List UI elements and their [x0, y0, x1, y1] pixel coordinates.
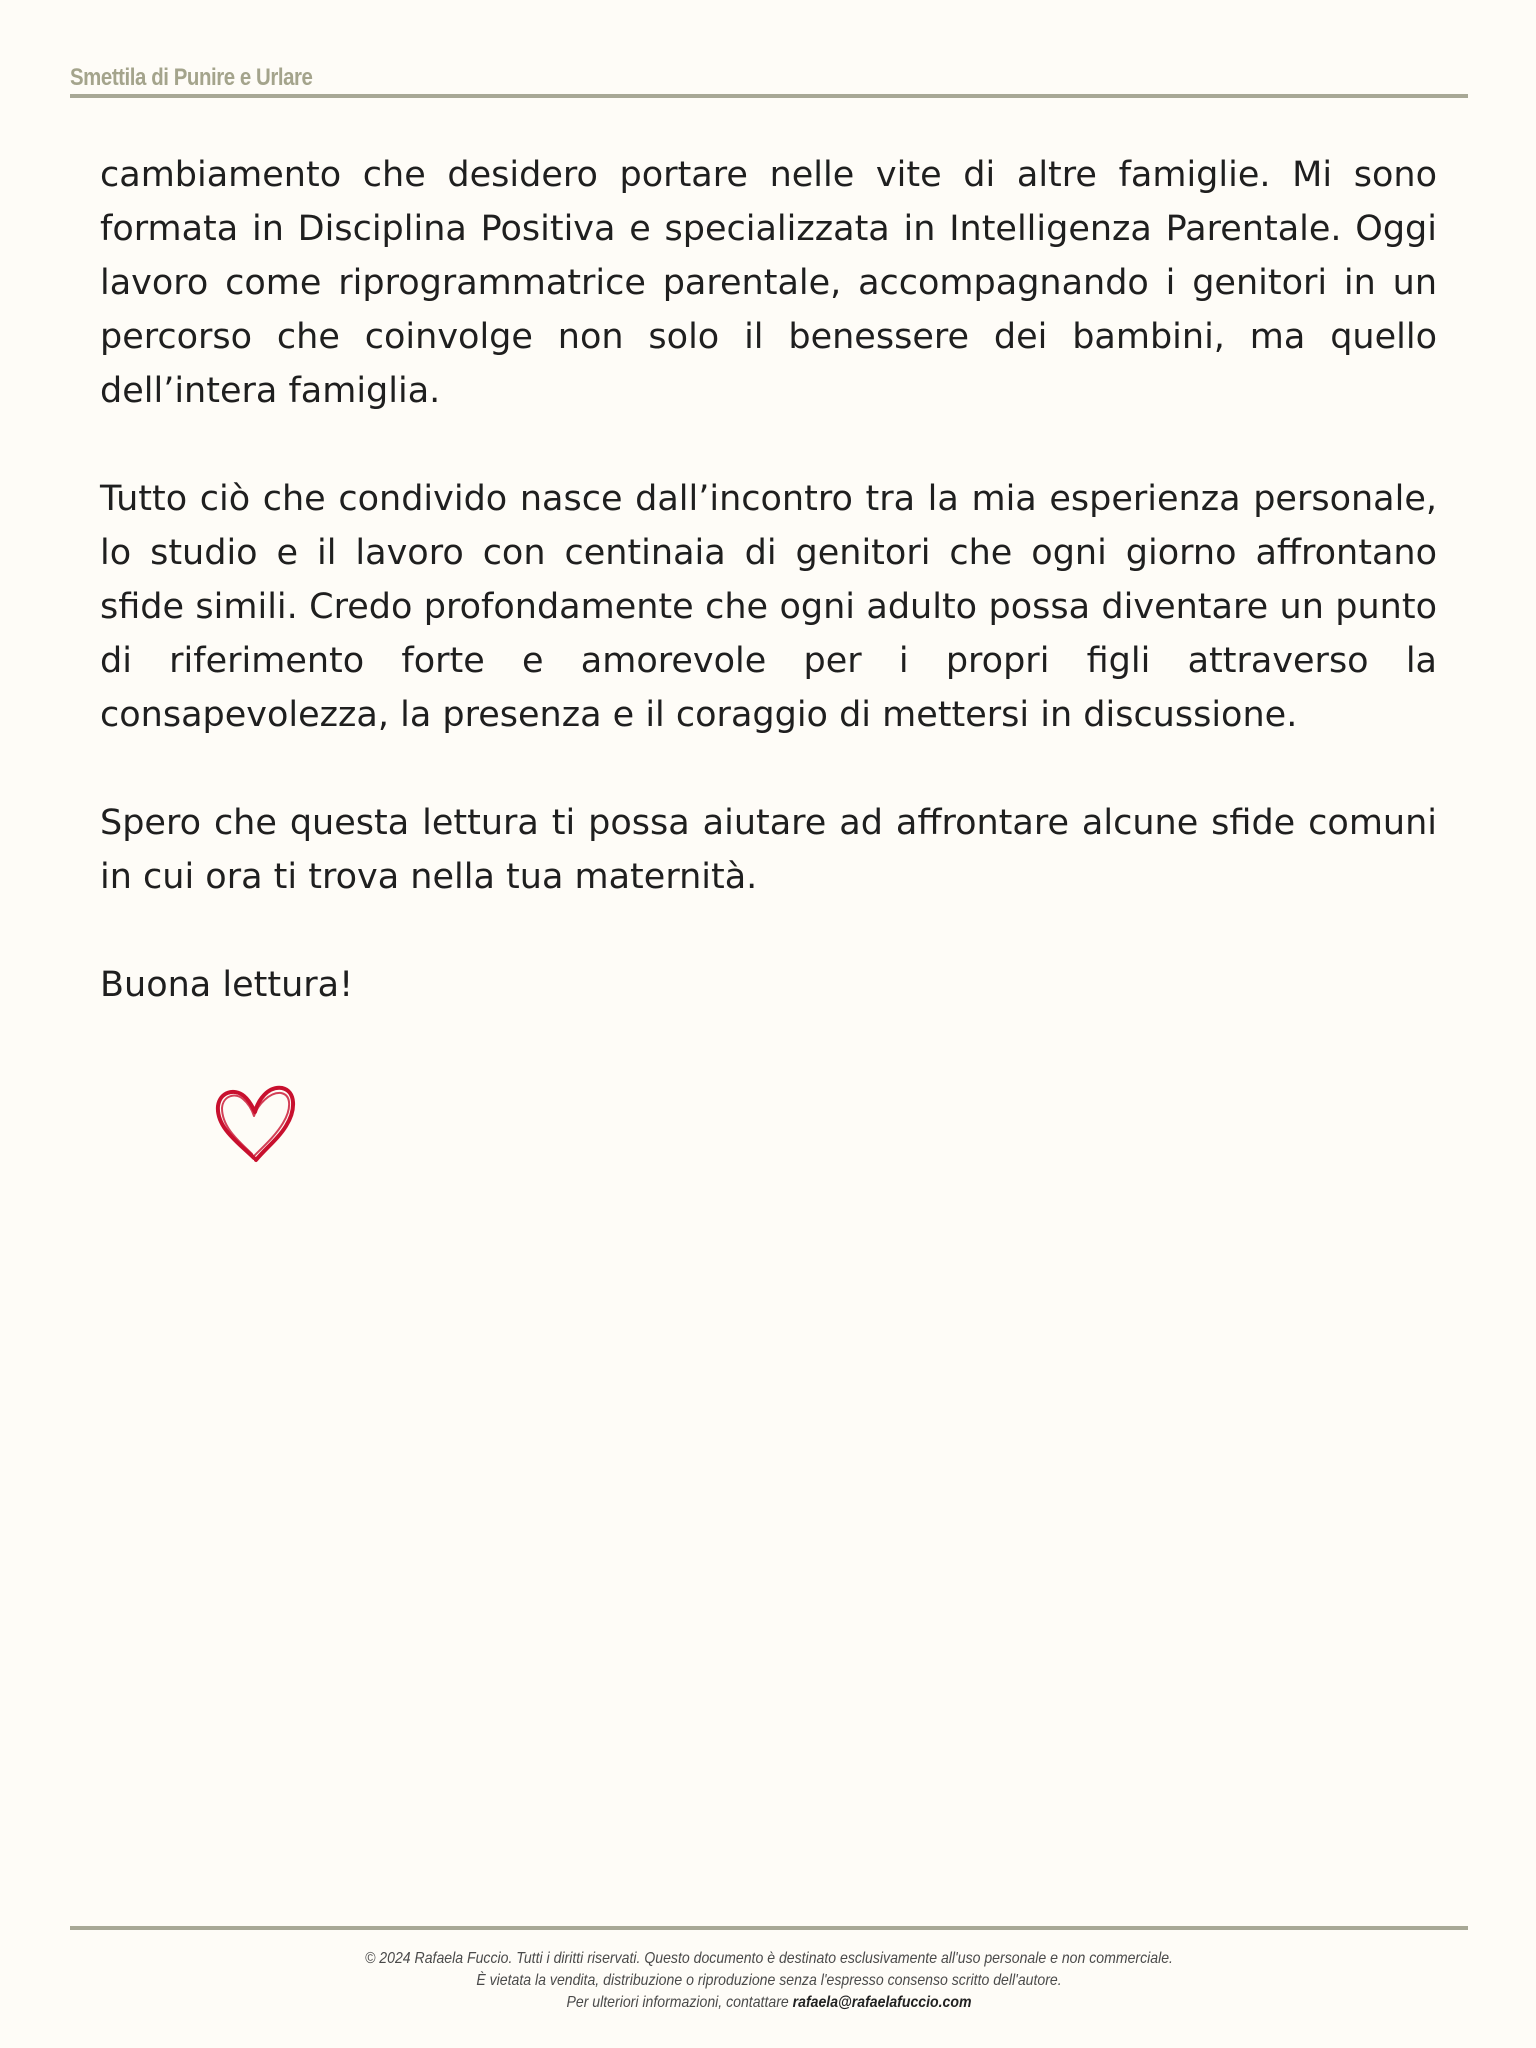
- footer-divider: [70, 1926, 1468, 1930]
- restriction-notice: È vietata la vendita, distribuzione o riproduzione senza l'espresso consenso scritto dell'autore.: [476, 1972, 1062, 1989]
- page-footer: [70, 1948, 1468, 2014]
- copyright-notice: © 2024 Rafaela Fuccio. Tutti i diritti riservati. Questo documento è destinato esclusivamente all'uso personale e non commerciale.: [365, 1950, 1173, 1967]
- document-title: Smettila di Punire e Urlare: [70, 64, 313, 91]
- paragraph: cambiamento che desidero portare nelle vite di altre famiglie. Mi sono formata in Disciplina Positiva e specializzata in Intelligenza Parentale. Oggi lavoro come riprogrammatrice parentale, accompagnando i genitori in un percorso che coinvolge non solo il benessere dei bambini, ma quello dell’intera famiglia.: [100, 155, 1437, 411]
- closing-line: Buona lettura!: [100, 965, 354, 1005]
- header-divider: [70, 94, 1468, 98]
- paragraph: Spero che questa lettura ti possa aiutare ad affrontare alcune sfide comuni in cui ora ti trova nella tua maternità.: [100, 803, 1437, 897]
- paragraph: Tutto ciò che condivido nasce dall’incontro tra la mia esperienza personale, lo studio e il lavoro con centinaia di genitori che ogni giorno affrontano sfide simili. Credo profondamente che ogni adulto possa diventare un punto di riferimento forte e amorevole per i propri figli attraverso la consapevolezza, la presenza e il coraggio di mettersi in discussione.: [100, 479, 1437, 735]
- contact-line: [154, 1992, 1384, 2014]
- heart-icon: [210, 1076, 300, 1166]
- contact-prefix: Per ulteriori informazioni, contattare: [566, 1994, 789, 2011]
- contact-email[interactable]: rafaela@rafaelafuccio.com: [792, 1994, 972, 2011]
- page-header: [70, 60, 1468, 98]
- page-body: [100, 148, 1437, 1012]
